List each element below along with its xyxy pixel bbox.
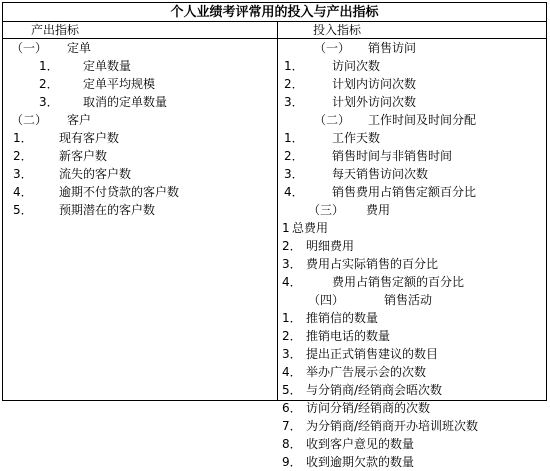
item-number: 6． [282, 401, 302, 415]
list-item [278, 399, 546, 417]
item-number: 4． [282, 275, 302, 289]
item-number: 3． [282, 257, 302, 271]
item-text: 访问分销/经销商的次数 [306, 401, 431, 415]
list-item [3, 183, 277, 201]
item-text: 推销电话的数量 [306, 329, 391, 343]
item-number: 1． [284, 59, 304, 73]
item-number: 4． [282, 365, 302, 379]
list-item [278, 309, 546, 327]
section-title: 客户 [67, 113, 92, 127]
list-item [278, 363, 546, 381]
list-item [278, 327, 546, 345]
item-text: 收到客户意见的数量 [306, 437, 415, 451]
item-number: 1． [282, 311, 302, 325]
item-number: 2． [284, 77, 304, 91]
item-number: 1． [13, 131, 33, 145]
item-number: 2． [284, 149, 304, 163]
item-number: 1． [284, 131, 304, 145]
item-number: 3． [39, 95, 59, 109]
output-column [3, 39, 277, 219]
list-item [278, 255, 546, 273]
item-text: 费用占销售定额的百分比 [332, 275, 465, 289]
section-title: 销售活动 [384, 293, 433, 307]
output-section-customers [3, 111, 277, 129]
item-text: 销售费用占销售定额百分比 [332, 185, 477, 199]
item-text: 工作天数 [332, 131, 381, 145]
item-number: 3． [282, 347, 302, 361]
item-text: 提出正式销售建议的数目 [306, 347, 439, 361]
item-text: 费用占实际销售的百分比 [306, 257, 439, 271]
input-section-sales-visits [278, 39, 546, 57]
item-text: 现有客户数 [59, 131, 120, 145]
item-number: 3． [13, 167, 33, 181]
list-item [278, 381, 546, 399]
item-text: 计划外访问次数 [332, 95, 417, 109]
item-text: 预期潜在的客户数 [59, 203, 156, 217]
item-text: 定单平均规模 [83, 77, 156, 91]
item-number: 1 [282, 221, 290, 235]
list-item [3, 75, 277, 93]
input-section-work-time [278, 111, 546, 129]
item-text: 与分销商/经销商会晤次数 [306, 383, 443, 397]
list-item [278, 435, 546, 453]
list-item [278, 453, 546, 471]
list-item [278, 75, 546, 93]
item-text: 总费用 [292, 221, 329, 235]
list-item [278, 57, 546, 75]
item-number: 5． [13, 203, 33, 217]
item-number: 9． [282, 455, 302, 469]
list-item [278, 345, 546, 363]
section-number: （一） [11, 41, 48, 55]
item-number: 2． [282, 329, 302, 343]
indicator-table [2, 2, 547, 469]
input-section-sales-activities [278, 291, 546, 309]
section-title: 费用 [366, 203, 391, 217]
item-text: 收到逾期欠款的数量 [306, 455, 415, 469]
item-number: 4． [284, 185, 304, 199]
item-text: 举办广告展示会的次数 [306, 365, 427, 379]
list-item [3, 147, 277, 165]
section-number: （二） [314, 113, 351, 127]
list-item [3, 165, 277, 183]
input-section-expenses [278, 201, 546, 219]
list-item [278, 417, 546, 435]
item-text: 逾期不付贷款的客户数 [59, 185, 180, 199]
item-text: 定单数量 [83, 59, 132, 73]
list-item [278, 183, 546, 201]
item-text: 推销信的数量 [306, 311, 379, 325]
item-number: 8． [282, 437, 302, 451]
item-text: 取消的定单数量 [83, 95, 168, 109]
section-number: （三） [308, 203, 345, 217]
section-title: 定单 [67, 41, 92, 55]
list-item [3, 129, 277, 147]
list-item [278, 219, 546, 237]
list-item [278, 165, 546, 183]
list-item [278, 147, 546, 165]
list-item [3, 57, 277, 75]
list-item [3, 201, 277, 219]
section-number: （二） [11, 113, 48, 127]
list-item [278, 273, 546, 291]
section-number: （四） [308, 293, 345, 307]
table-title: 个人业绩考评常用的投入与产出指标 [3, 3, 546, 22]
item-number: 5． [282, 383, 302, 397]
item-text: 销售时间与非销售时间 [332, 149, 453, 163]
item-number: 7． [282, 419, 302, 433]
item-number: 4． [13, 185, 33, 199]
item-number: 2． [282, 239, 302, 253]
item-number: 2． [13, 149, 33, 163]
output-header: 产出指标 [3, 22, 277, 39]
item-number: 3． [284, 167, 304, 181]
input-header: 投入指标 [277, 22, 546, 39]
section-title: 工作时间及时间分配 [368, 113, 477, 127]
list-item [278, 129, 546, 147]
section-title: 销售访问 [368, 41, 417, 55]
input-column [278, 39, 546, 471]
item-text: 访问次数 [332, 59, 381, 73]
item-text: 新客户数 [59, 149, 108, 163]
list-item [278, 93, 546, 111]
item-number: 2． [39, 77, 59, 91]
item-text: 明细费用 [306, 239, 355, 253]
item-number: 1． [39, 59, 59, 73]
item-text: 流失的客户数 [59, 167, 132, 181]
item-number: 3． [284, 95, 304, 109]
item-text: 每天销售访问次数 [332, 167, 429, 181]
item-text: 为分销商/经销商开办培训班次数 [306, 419, 479, 433]
section-number: （一） [314, 41, 351, 55]
output-section-orders [3, 39, 277, 57]
list-item [278, 237, 546, 255]
item-text: 计划内访问次数 [332, 77, 417, 91]
list-item [3, 93, 277, 111]
